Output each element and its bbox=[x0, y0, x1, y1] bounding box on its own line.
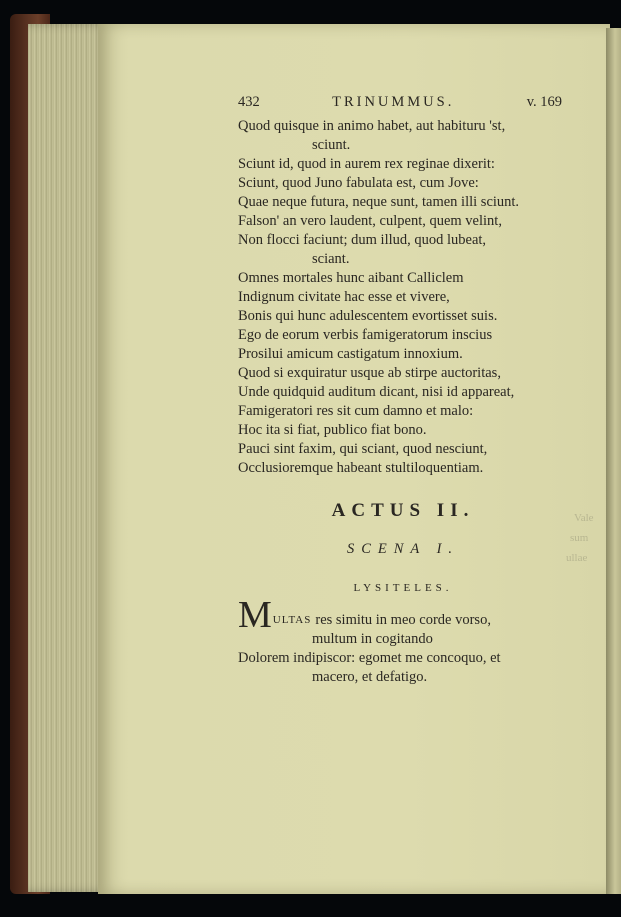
verse-line: Quod si exquiratur usque ab stirpe auctoritas, bbox=[238, 365, 501, 381]
verse-line: Ego de eorum verbis famigeratorum inscius bbox=[238, 327, 493, 343]
verse-line: Sciunt, quod Juno fabulata est, cum Jove: bbox=[238, 175, 479, 191]
verse-line: Famigeratori res sit cum damno et malo: bbox=[238, 403, 474, 419]
verse-line: Hoc ita si fiat, publico fiat bono. bbox=[238, 422, 427, 438]
speech-first-line bbox=[238, 594, 568, 636]
scene-heading: SCENA I. bbox=[346, 541, 460, 557]
verse-line: Quod quisque in animo habet, aut habituru 'st, bbox=[238, 118, 506, 134]
show-through-text: sum bbox=[570, 532, 589, 544]
verse-line: Bonis qui hunc adulescentem evortisset suis. bbox=[238, 308, 498, 324]
speaker-name: LYSITELES. bbox=[353, 582, 453, 594]
verse-reference: v. 169 bbox=[526, 94, 562, 110]
running-head bbox=[238, 94, 562, 111]
speech-line: macero, et defatigo. bbox=[312, 669, 428, 685]
smallcaps-word: ULTAS bbox=[272, 614, 312, 626]
verse-line: Prosilui amicum castigatum innoxium. bbox=[238, 346, 463, 362]
verse-line: Omnes mortales hunc aibant Calliclem bbox=[238, 270, 464, 286]
first-line-text: res simitu in meo corde vorso, bbox=[315, 612, 491, 628]
verse-line: Quae neque futura, neque sunt, tamen illi sciunt. bbox=[238, 194, 520, 210]
page-text bbox=[238, 94, 568, 687]
verse-line: sciant. bbox=[312, 251, 350, 267]
act-heading: ACTUS II. bbox=[331, 500, 475, 521]
verse-line: Falson' an vero laudent, culpent, quem velint, bbox=[238, 213, 502, 229]
speech-block bbox=[238, 594, 568, 687]
next-page-edge bbox=[606, 28, 621, 894]
verse-line: Unde quidquid auditum dicant, nisi id appareat, bbox=[238, 384, 515, 400]
running-title: TRINUMMUS. bbox=[332, 94, 455, 110]
verse-line: Pauci sint faxim, qui sciant, quod nesciunt, bbox=[238, 441, 488, 457]
speech-line: multum in cogitando bbox=[312, 631, 433, 647]
show-through-text: ullae bbox=[566, 552, 588, 564]
verse-line: Occlusioremque habeant stultiloquentiam. bbox=[238, 460, 484, 476]
speech-line: Dolorem indipiscor: egomet me concoquo, et bbox=[238, 650, 501, 666]
verse-block bbox=[238, 117, 568, 478]
verse-line: sciunt. bbox=[312, 137, 351, 153]
drop-cap: M bbox=[238, 594, 272, 636]
verse-line: Sciunt id, quod in aurem rex reginae dixerit: bbox=[238, 156, 495, 172]
show-through-text: Vale bbox=[574, 512, 594, 524]
verse-line: Indignum civitate hac esse et vivere, bbox=[238, 289, 450, 305]
verse-line: Non flocci faciunt; dum illud, quod lubeat, bbox=[238, 232, 487, 248]
page-number: 432 bbox=[238, 94, 260, 110]
